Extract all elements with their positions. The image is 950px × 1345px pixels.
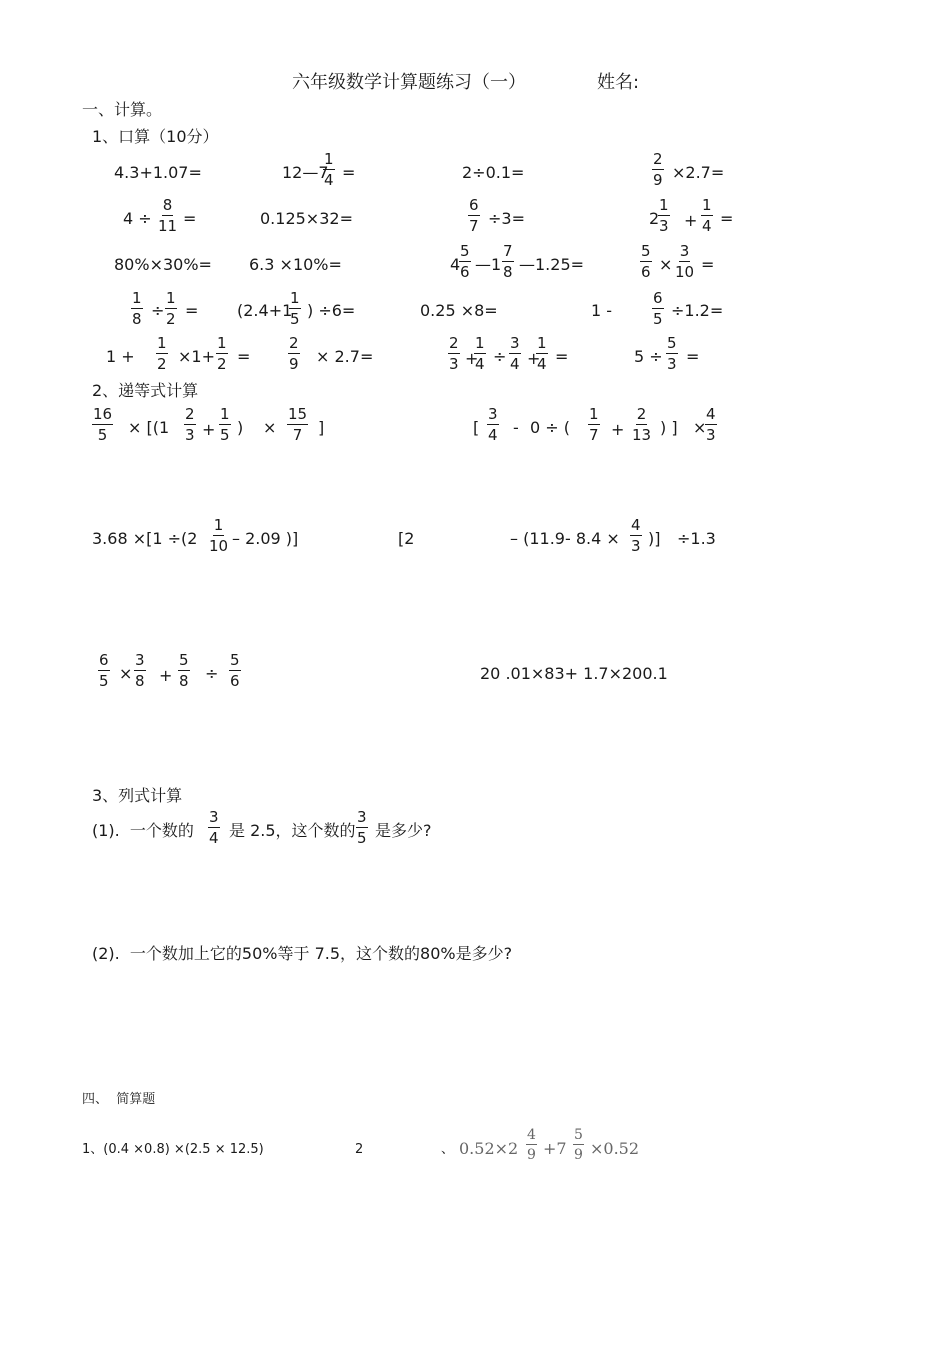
fraction (675, 244, 694, 280)
denominator: 8 (135, 672, 145, 690)
step-p2-s5: ) ] (660, 418, 678, 437)
fraction (487, 407, 499, 443)
numerator: 1 (290, 289, 300, 307)
step-p5-s2: + (159, 666, 173, 685)
numerator: 5 (574, 1127, 583, 1143)
section-1-heading: 一、计算。 (82, 100, 163, 119)
fraction (640, 244, 652, 280)
fraction (158, 198, 177, 234)
fraction (632, 407, 651, 443)
section-1-2-heading: 2、递等式计算 (92, 381, 199, 400)
fraction (289, 291, 301, 327)
denominator: 9 (574, 1147, 583, 1163)
simplify-2-number: 2 (355, 1142, 364, 1157)
numerator: 6 (653, 289, 663, 307)
denominator: 8 (132, 310, 142, 328)
step-p1-s1: × [(1 (128, 418, 170, 437)
step-p2-s4: + (611, 420, 625, 439)
oral-r5-d-pre: 5 ÷ (634, 347, 663, 366)
step-p2-s3: 0 ÷ ( (530, 418, 570, 437)
fraction (165, 291, 177, 327)
numerator: 1 (589, 405, 599, 423)
fraction (705, 407, 717, 443)
numerator: 3 (488, 405, 498, 423)
oral-r2-a-pre: 4 ÷ (123, 209, 152, 228)
denominator: 4 (475, 355, 485, 373)
fraction (666, 336, 678, 372)
oral-r4-a-post: = (185, 301, 199, 320)
step-p2-s2: - (513, 418, 519, 437)
fraction (509, 336, 521, 372)
numerator: 1 (220, 405, 230, 423)
denominator: 6 (641, 263, 651, 281)
question-2: (2). 一个数加上它的50%等于 7.5，这个数的80%是多少? (92, 944, 513, 963)
oral-r1-b-pre: 12—7 (282, 163, 329, 182)
simplify-2-comma: 、 (441, 1142, 455, 1157)
question-1-pre: (1). 一个数的 (92, 821, 194, 840)
simplify-1: 1、(0.4 ×0.8) ×(2.5 × 12.5) (82, 1142, 264, 1157)
numerator: 3 (510, 334, 520, 352)
numerator: 8 (162, 196, 173, 214)
denominator: 3 (185, 426, 195, 444)
section-4-heading: 四、 简算题 (82, 1092, 156, 1107)
fraction (156, 336, 168, 372)
step-p3-s2: – 2.09 )] (232, 529, 299, 548)
oral-r1-d-post: ×2.7= (672, 163, 725, 182)
numerator: 3 (209, 808, 219, 826)
fraction (219, 407, 231, 443)
fraction (131, 291, 143, 327)
denominator: 8 (179, 672, 189, 690)
fraction (468, 198, 480, 234)
denominator: 10 (209, 537, 229, 555)
numerator: 1 (166, 289, 176, 307)
oral-r3-a: 80%×30%= (114, 255, 212, 274)
fraction (536, 336, 548, 372)
step-p6-s1: 20 .01×83+ 1.7×200.1 (480, 664, 668, 683)
fraction (323, 152, 335, 188)
oral-r5-d-post: = (686, 347, 700, 366)
fraction (229, 653, 241, 689)
oral-r2-a-post: = (183, 209, 197, 228)
oral-r5-a-post: = (237, 347, 251, 366)
oral-r3-d-mid: × (659, 255, 673, 274)
oral-r4-b-pre: (2.4+1 (237, 301, 293, 320)
denominator: 6 (230, 672, 240, 690)
oral-r2-c-post: ÷3= (488, 209, 525, 228)
numerator: 1 (324, 150, 334, 168)
oral-r2-d-pre: 2 (649, 209, 660, 228)
fraction (209, 518, 228, 554)
denominator: 4 (324, 171, 334, 189)
oral-r5-a-mid: ×1+ (178, 347, 215, 366)
numerator: 5 (179, 651, 189, 669)
denominator: 5 (97, 426, 108, 444)
question-1-post: 是多少? (375, 821, 432, 840)
oral-r3-b: 6.3 ×10%= (249, 255, 342, 274)
numerator: 15 (288, 405, 308, 423)
numerator: 5 (460, 242, 470, 260)
oral-r2-b: 0.125×32= (260, 209, 353, 228)
fraction (184, 407, 196, 443)
section-1-3-heading: 3、列式计算 (92, 786, 183, 805)
step-p3-s1: 3.68 ×[1 ÷(2 (92, 529, 198, 548)
numerator: 1 (475, 334, 485, 352)
numerator: 3 (135, 651, 145, 669)
oral-r3-d-post: = (701, 255, 715, 274)
fraction (526, 1128, 537, 1162)
numerator: 3 (679, 242, 690, 260)
numerator: 2 (449, 334, 459, 352)
expr-part-c: ×0.52 (590, 1139, 640, 1158)
denominator: 5 (220, 426, 230, 444)
step-p1-s5: ] (318, 418, 325, 437)
step-p4-s4: ÷1.3 (677, 529, 716, 548)
oral-r5-c-p1: + (465, 349, 479, 368)
fraction (287, 407, 308, 443)
numerator: 1 (157, 334, 167, 352)
oral-r3-c-post: —1.25= (519, 255, 585, 274)
numerator: 2 (653, 150, 663, 168)
denominator: 2 (157, 355, 167, 373)
fraction (652, 291, 664, 327)
fraction (701, 198, 713, 234)
oral-r4-a-mid: ÷ (151, 301, 165, 320)
numerator: 5 (667, 334, 677, 352)
step-p1-s3: ) (237, 418, 244, 437)
step-p4-s2: – (11.9- 8.4 × (510, 529, 620, 548)
denominator: 4 (537, 355, 547, 373)
denominator: 4 (510, 355, 520, 373)
denominator: 3 (449, 355, 459, 373)
oral-r1-a: 4.3+1.07= (114, 163, 202, 182)
denominator: 3 (631, 537, 641, 555)
denominator: 5 (290, 310, 300, 328)
denominator: 7 (589, 426, 599, 444)
numerator: 1 (217, 334, 227, 352)
denominator: 7 (469, 217, 479, 235)
fraction (92, 407, 113, 443)
fraction (573, 1128, 584, 1162)
numerator: 2 (289, 334, 299, 352)
step-p1-s4: × (263, 418, 277, 437)
step-p2-s1: [ (473, 418, 480, 437)
oral-r1-c: 2÷0.1= (462, 163, 525, 182)
oral-r5-a-pre: 1 + (106, 347, 135, 366)
numerator: 2 (636, 405, 647, 423)
denominator: 6 (460, 263, 470, 281)
numerator: 3 (357, 808, 367, 826)
fraction (98, 653, 110, 689)
denominator: 5 (357, 829, 367, 847)
step-p2-s6: × (693, 418, 707, 437)
section-1-1-heading: 1、口算（10分） (92, 127, 219, 146)
fraction (658, 198, 670, 234)
fraction (178, 653, 190, 689)
oral-r4-c: 0.25 ×8= (420, 301, 498, 320)
denominator: 4 (702, 217, 712, 235)
fraction (208, 810, 220, 846)
numerator: 16 (93, 405, 113, 423)
denominator: 7 (292, 426, 303, 444)
denominator: 8 (503, 263, 513, 281)
denominator: 4 (488, 426, 498, 444)
denominator: 3 (667, 355, 677, 373)
denominator: 9 (653, 171, 663, 189)
numerator: 1 (132, 289, 142, 307)
numerator: 1 (659, 196, 669, 214)
numerator: 5 (230, 651, 240, 669)
denominator: 5 (653, 310, 663, 328)
fraction (630, 518, 642, 554)
denominator: 3 (706, 426, 716, 444)
denominator: 10 (675, 263, 695, 281)
fraction (288, 336, 300, 372)
numerator: 7 (503, 242, 513, 260)
oral-r3-c-pre: 4 (450, 255, 461, 274)
expr-part-a: 0.52×2 (459, 1139, 519, 1158)
oral-r2-d-post: = (720, 209, 734, 228)
numerator: 1 (702, 196, 712, 214)
fraction (448, 336, 460, 372)
fraction (652, 152, 664, 188)
oral-r4-b-post: ) ÷6= (307, 301, 356, 320)
fraction (474, 336, 486, 372)
denominator: 2 (217, 355, 227, 373)
numerator: 1 (537, 334, 547, 352)
oral-r4-d-post: ÷1.2= (671, 301, 724, 320)
numerator: 6 (99, 651, 109, 669)
step-p4-s3: )] (648, 529, 661, 548)
numerator: 1 (213, 516, 224, 534)
numerator: 4 (527, 1127, 536, 1143)
oral-r5-c-post: = (555, 347, 569, 366)
step-p1-s2: + (202, 420, 216, 439)
fraction (134, 653, 146, 689)
fraction (459, 244, 471, 280)
expr-part-b: +7 (543, 1139, 567, 1158)
oral-r3-c-mid: —1 (475, 255, 502, 274)
denominator: 3 (659, 217, 669, 235)
numerator: 5 (641, 242, 651, 260)
denominator: 11 (158, 217, 178, 235)
fraction (216, 336, 228, 372)
page-title: 六年级数学计算题练习（一） (292, 72, 526, 93)
denominator: 13 (632, 426, 652, 444)
fraction (502, 244, 514, 280)
numerator: 2 (185, 405, 195, 423)
denominator: 9 (527, 1147, 536, 1163)
oral-r5-c-p3: + (527, 349, 541, 368)
step-p4-s1: [2 (398, 529, 415, 548)
step-p5-s1: × (119, 664, 133, 683)
simplify-2-expression (459, 1128, 659, 1174)
fraction (356, 810, 368, 846)
numerator: 6 (469, 196, 479, 214)
denominator: 2 (166, 310, 176, 328)
denominator: 9 (289, 355, 299, 373)
denominator: 4 (209, 829, 219, 847)
numerator: 4 (706, 405, 716, 423)
question-1-mid: 是 2.5，这个数的 (229, 821, 356, 840)
oral-r5-b-post: × 2.7= (316, 347, 374, 366)
fraction (588, 407, 600, 443)
numerator: 4 (631, 516, 641, 534)
oral-r1-b-post: = (342, 163, 356, 182)
step-p5-s3: ÷ (205, 664, 219, 683)
oral-r5-c-p2: ÷ (493, 347, 507, 366)
oral-r2-d-mid: + (684, 211, 698, 230)
name-label: 姓名: (597, 72, 640, 93)
oral-r4-d-pre: 1 - (591, 301, 613, 320)
denominator: 5 (99, 672, 109, 690)
